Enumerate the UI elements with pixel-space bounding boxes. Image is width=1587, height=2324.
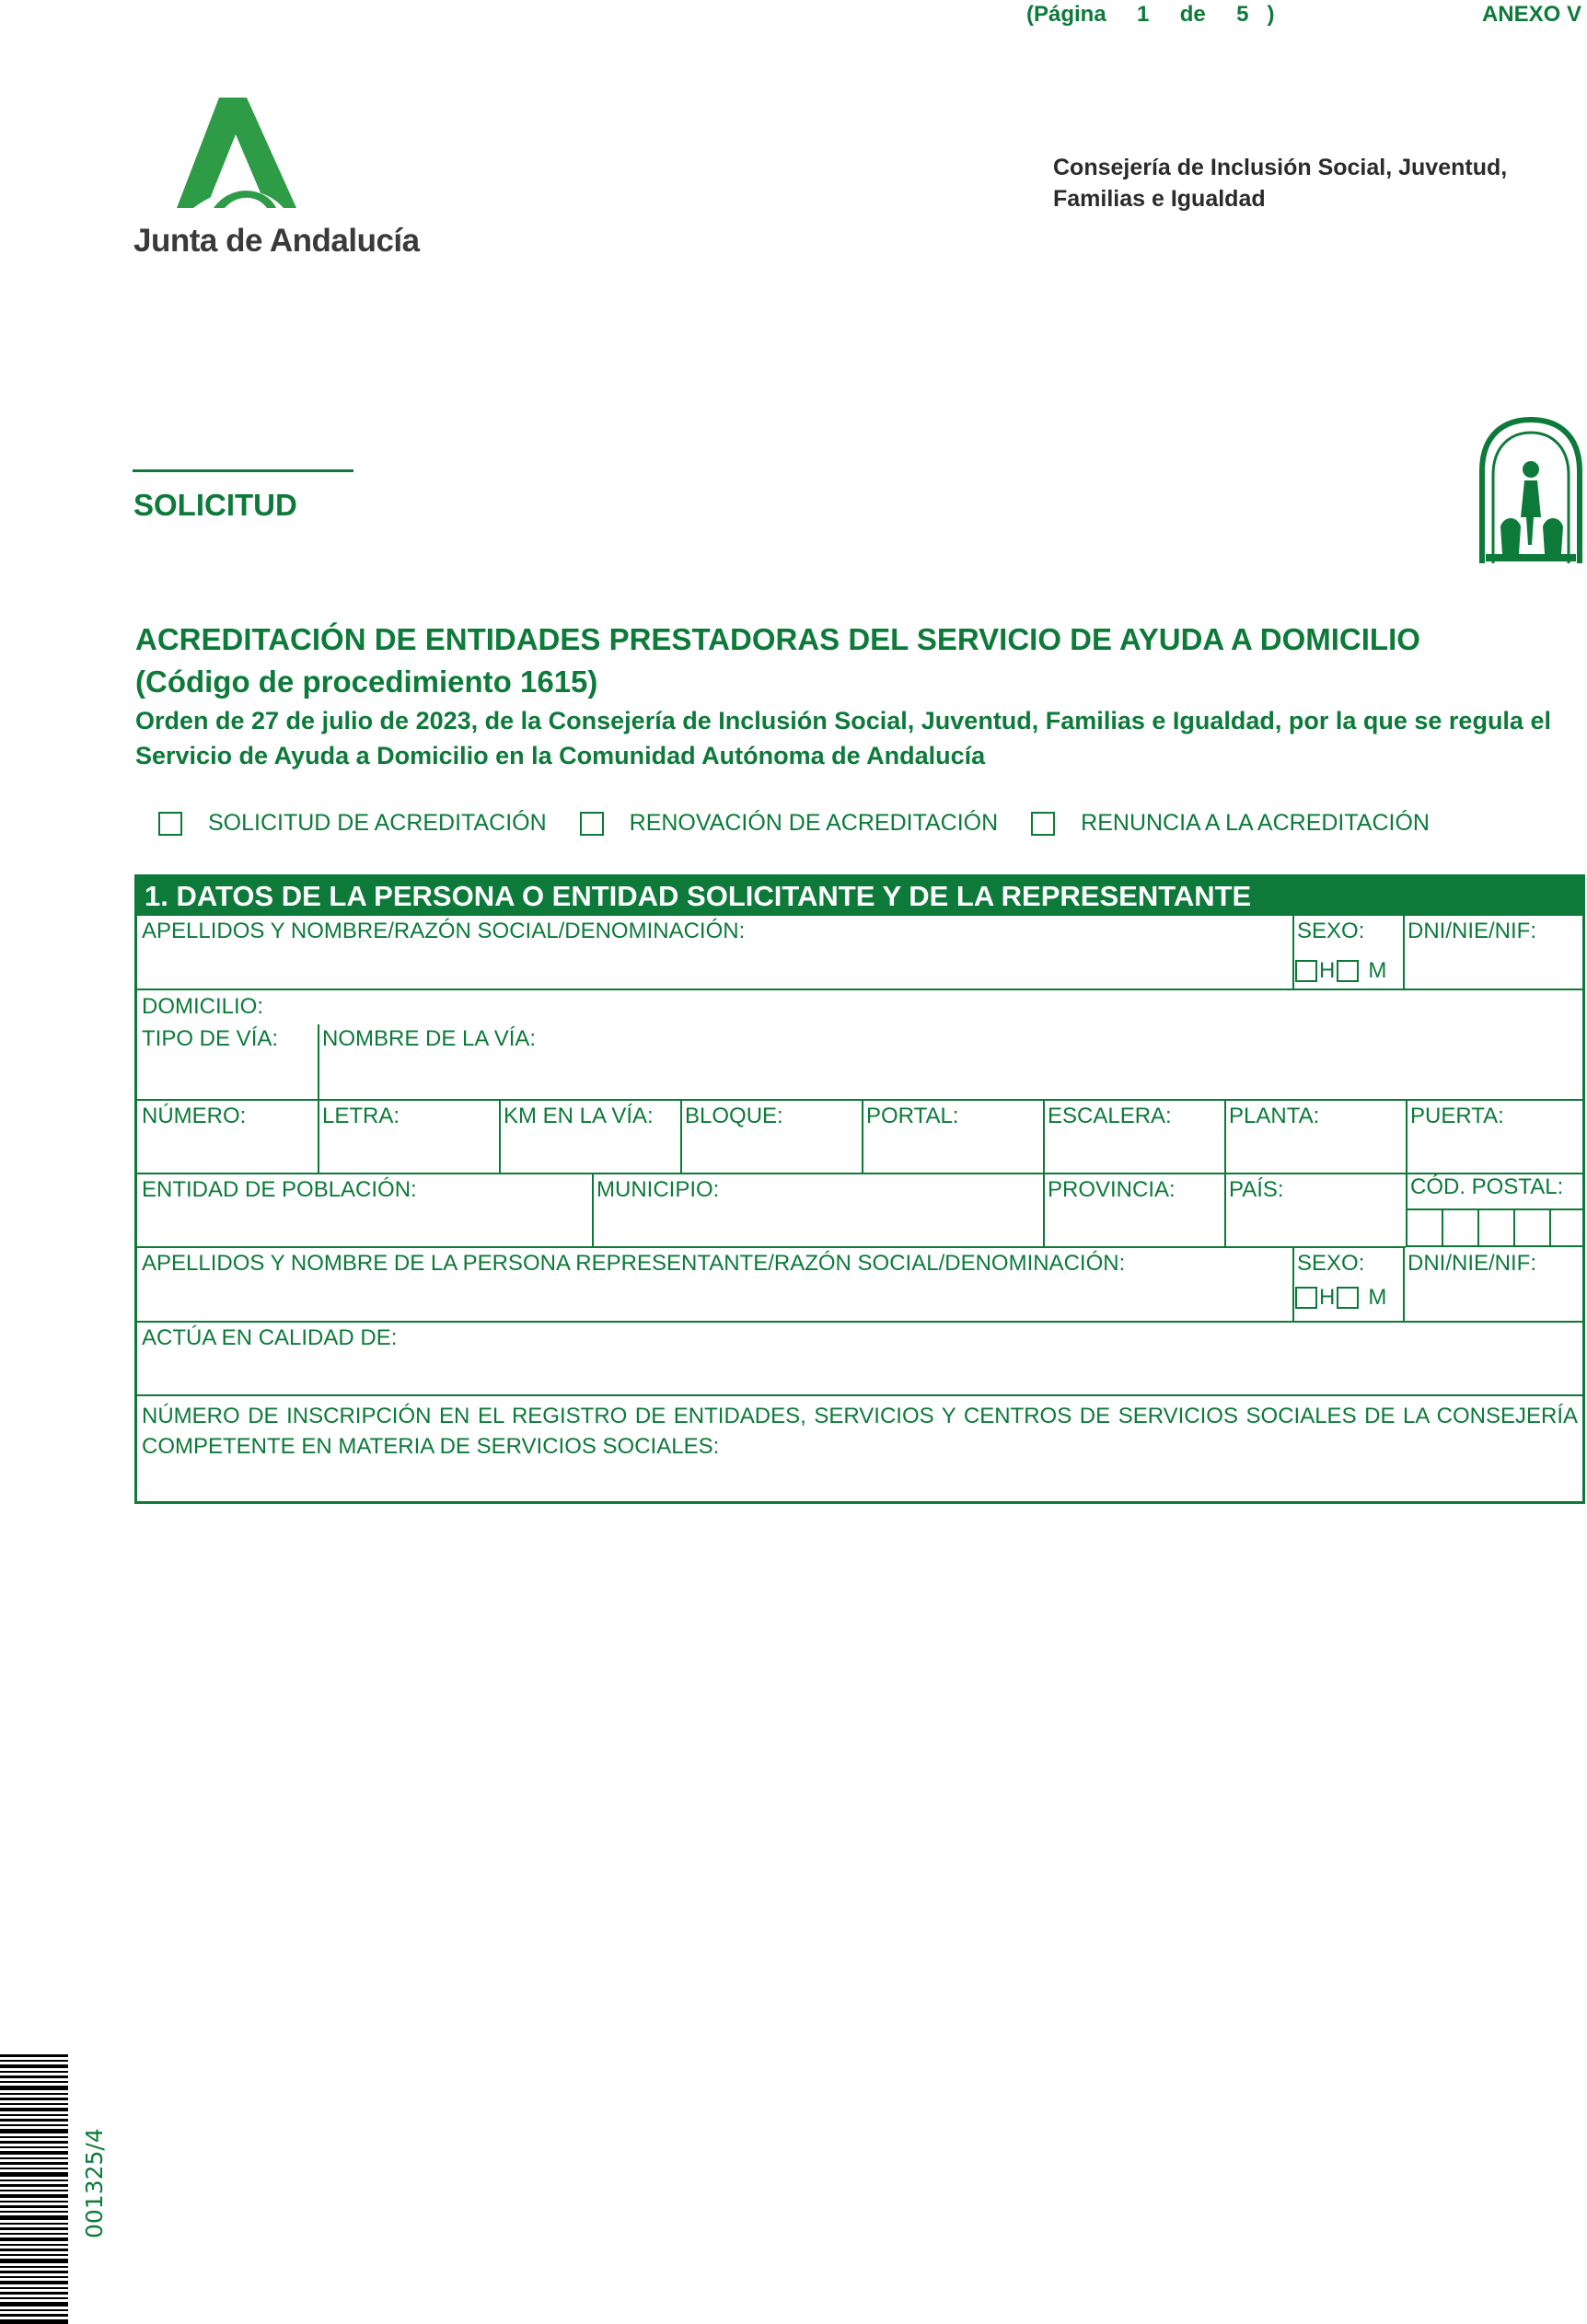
municipio-label: MUNICIPIO: <box>597 1177 720 1202</box>
logo-text: Junta de Andalucía <box>133 223 420 259</box>
sexo-h-label: H <box>1319 958 1336 983</box>
tipo-via-field[interactable] <box>137 1023 318 1094</box>
planta-label: PLANTA: <box>1229 1104 1320 1128</box>
puerta-label: PUERTA: <box>1410 1104 1504 1128</box>
rep-sexo-m-checkbox[interactable] <box>1337 1287 1359 1309</box>
checkbox-renovacion[interactable] <box>580 812 604 836</box>
rep-dni-field[interactable] <box>1403 1248 1582 1321</box>
rep-sexo-m-label: M <box>1368 1285 1387 1310</box>
option-renovacion[interactable] <box>580 810 999 837</box>
annex-label: ANEXO V <box>1481 2 1581 27</box>
applicant-name-label: APELLIDOS Y NOMBRE/RAZÓN SOCIAL/DENOMINACIÓN: <box>142 919 746 943</box>
nombre-via-label: NOMBRE DE LA VÍA: <box>322 1026 537 1051</box>
page-current: 1 <box>1137 2 1150 27</box>
km-field[interactable] <box>499 1101 680 1173</box>
registro-field[interactable] <box>137 1398 1582 1499</box>
sexo-options <box>1295 958 1386 984</box>
order-reference: Orden de 27 de julio de 2023, de la Consejería de Inclusión Social, Juventud, Familias e Igualdad, por la que se regula el Servicio de Ayuda a Domicilio en la Comunidad Autónoma de Andalucía <box>135 707 1551 769</box>
page-indicator <box>1026 2 1274 28</box>
portal-label: PORTAL: <box>866 1104 959 1128</box>
domicilio-label: DOMICILIO: <box>142 994 264 1019</box>
actua-field[interactable] <box>137 1323 1582 1394</box>
page-label: (Página <box>1026 2 1106 27</box>
barcode-icon <box>0 2054 68 2324</box>
planta-field[interactable] <box>1224 1101 1406 1173</box>
form-heading: 1. DATOS DE LA PERSONA O ENTIDAD SOLICITANTE Y DE LA REPRESENTANTE <box>137 877 1582 916</box>
option-label: SOLICITUD DE ACREDITACIÓN <box>208 810 547 836</box>
checkbox-solicitud[interactable] <box>158 812 182 836</box>
andalusia-crest-icon <box>1477 416 1585 571</box>
portal-field[interactable] <box>862 1101 1043 1173</box>
sexo-m-label: M <box>1368 958 1387 983</box>
page-close: ) <box>1267 2 1275 27</box>
pais-label: PAÍS: <box>1229 1177 1284 1202</box>
document-code: 001325/4 <box>81 2128 108 2238</box>
escalera-field[interactable] <box>1043 1101 1224 1173</box>
sexo-label: SEXO: <box>1297 919 1365 943</box>
cod-postal-label: CÓD. POSTAL: <box>1410 1174 1564 1199</box>
page-of: de <box>1179 2 1206 27</box>
dni-field[interactable] <box>1403 916 1582 989</box>
representative-name-field[interactable] <box>137 1248 1292 1321</box>
pais-field[interactable] <box>1224 1174 1406 1246</box>
entidad-poblacion-field[interactable] <box>137 1174 592 1246</box>
escalera-label: ESCALERA: <box>1048 1104 1172 1128</box>
section-label: SOLICITUD <box>133 488 297 522</box>
sexo-h-checkbox[interactable] <box>1295 960 1317 982</box>
rep-sexo-options <box>1295 1285 1386 1311</box>
actua-label: ACTÚA EN CALIDAD DE: <box>142 1325 398 1350</box>
request-type-options <box>158 810 1463 837</box>
bloque-label: BLOQUE: <box>685 1104 783 1128</box>
cod-postal-input[interactable] <box>1406 1208 1585 1247</box>
title-line-2: (Código de procedimiento 1615) <box>135 665 598 699</box>
rep-sexo-h-label: H <box>1319 1285 1336 1310</box>
applicant-data-form <box>134 874 1585 1504</box>
page-total: 5 <box>1236 2 1249 27</box>
tipo-via-label: TIPO DE VÍA: <box>142 1026 279 1051</box>
provincia-label: PROVINCIA: <box>1048 1177 1176 1202</box>
representative-name-label: APELLIDOS Y NOMBRE DE LA PERSONA REPRESENTANTE/RAZÓN SOCIAL/DENOMINACIÓN: <box>142 1251 1126 1276</box>
applicant-name-field[interactable] <box>137 916 1292 989</box>
km-label: KM EN LA VÍA: <box>504 1104 654 1128</box>
letra-field[interactable] <box>318 1101 499 1173</box>
numero-label: NÚMERO: <box>142 1104 247 1128</box>
option-renuncia[interactable] <box>1031 810 1430 837</box>
sexo-m-checkbox[interactable] <box>1337 960 1359 982</box>
checkbox-renuncia[interactable] <box>1031 812 1055 836</box>
title-line-1: ACREDITACIÓN DE ENTIDADES PRESTADORAS DEL SERVICIO DE AYUDA A DOMICILIO <box>135 622 1420 656</box>
municipio-field[interactable] <box>592 1174 1043 1246</box>
option-solicitud[interactable] <box>158 810 547 837</box>
letra-label: LETRA: <box>322 1104 400 1128</box>
department-name: Consejería de Inclusión Social, Juventud, Familias e Igualdad <box>1053 155 1508 212</box>
registro-label: NÚMERO DE INSCRIPCIÓN EN EL REGISTRO DE ENTIDADES, SERVICIOS Y CENTROS DE SERVICIOS SOCIALES DE LA CONSEJERÍA COMPETENTE EN MATERIA DE SERVICIOS SOCIALES: <box>142 1404 1578 1459</box>
provincia-field[interactable] <box>1043 1174 1224 1246</box>
puerta-field[interactable] <box>1406 1101 1582 1173</box>
rep-dni-label: DNI/NIE/NIF: <box>1407 1251 1537 1276</box>
numero-field[interactable] <box>137 1101 318 1173</box>
section-rule <box>133 469 353 472</box>
rep-sexo-h-checkbox[interactable] <box>1295 1287 1317 1309</box>
option-label: RENUNCIA A LA ACREDITACIÓN <box>1081 810 1430 836</box>
option-label: RENOVACIÓN DE ACREDITACIÓN <box>629 810 999 836</box>
document-title <box>135 619 1571 703</box>
bloque-field[interactable] <box>680 1101 862 1173</box>
entidad-poblacion-label: ENTIDAD DE POBLACIÓN: <box>142 1177 417 1202</box>
dni-label: DNI/NIE/NIF: <box>1407 919 1537 943</box>
nombre-via-field[interactable] <box>318 1023 1582 1094</box>
rep-sexo-label: SEXO: <box>1297 1251 1365 1276</box>
